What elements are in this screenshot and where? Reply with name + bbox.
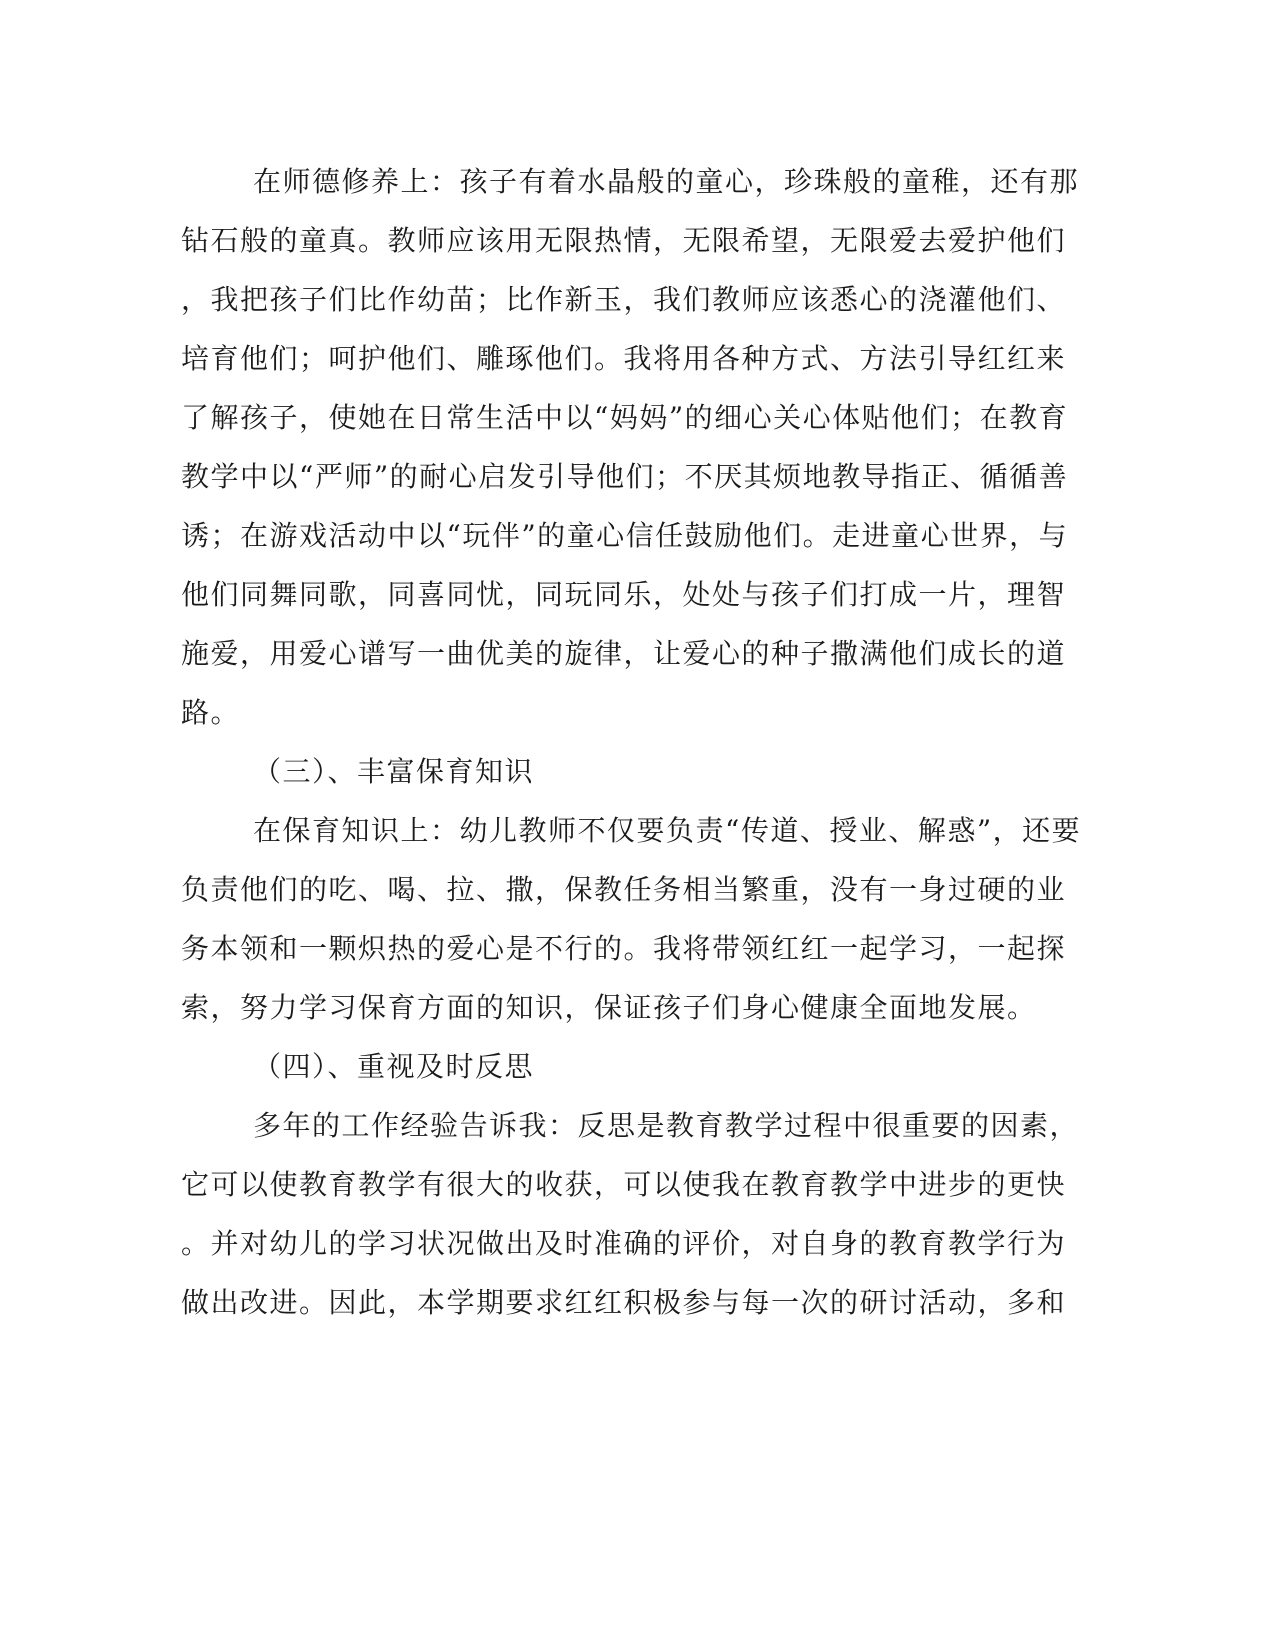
paragraph-teacher-ethics-line-4: 培育他们；呵护他们、雕琢他们。我将用各种方式、方法引导红红来 bbox=[181, 342, 1067, 375]
paragraph-childcare-line-2: 负责他们的吃、喝、拉、撒，保教任务相当繁重，没有一身过硬的业 bbox=[181, 873, 1067, 906]
paragraph-teacher-ethics-line-3: ，我把孩子们比作幼苗；比作新玉，我们教师应该悉心的浇灌他们、 bbox=[181, 283, 1067, 316]
paragraph-teacher-ethics-line-2: 钻石般的童真。教师应该用无限热情，无限希望，无限爱去爱护他们 bbox=[181, 224, 1067, 257]
paragraph-teacher-ethics-line-10: 路。 bbox=[181, 696, 241, 729]
document-body bbox=[181, 152, 1082, 1332]
paragraph-reflection-line-1: 多年的工作经验告诉我：反思是教育教学过程中很重要的因素， bbox=[253, 1109, 1080, 1142]
paragraph-teacher-ethics-line-1: 在师德修养上：孩子有着水晶般的童心，珍珠般的童稚，还有那 bbox=[253, 165, 1080, 198]
paragraph-teacher-ethics-line-6: 教学中以“严师”的耐心启发引导他们；不厌其烦地教导指正、循循善 bbox=[181, 460, 1069, 493]
paragraph-teacher-ethics-line-7: 诱；在游戏活动中以“玩伴”的童心信任鼓励他们。走进童心世界，与 bbox=[181, 519, 1069, 552]
paragraph-teacher-ethics-line-8: 他们同舞同歌，同喜同忧，同玩同乐，处处与孩子们打成一片，理智 bbox=[181, 578, 1067, 611]
paragraph-teacher-ethics-line-5: 了解孩子，使她在日常生活中以“妈妈”的细心关心体贴他们；在教育 bbox=[181, 401, 1069, 434]
section-heading-three: （三）、丰富保育知识 bbox=[253, 755, 535, 788]
paragraph-childcare-line-3: 务本领和一颗炽热的爱心是不行的。我将带领红红一起学习，一起探 bbox=[181, 932, 1067, 965]
paragraph-reflection-line-2: 它可以使教育教学有很大的收获，可以使我在教育教学中进步的更快 bbox=[181, 1168, 1067, 1201]
paragraph-reflection-line-3: 。并对幼儿的学习状况做出及时准确的评价，对自身的教育教学行为 bbox=[181, 1227, 1067, 1260]
paragraph-reflection-line-4: 做出改进。因此，本学期要求红红积极参与每一次的研讨活动，多和 bbox=[181, 1286, 1067, 1319]
paragraph-teacher-ethics-line-9: 施爱，用爱心谱写一曲优美的旋律，让爱心的种子撒满他们成长的道 bbox=[181, 637, 1067, 670]
paragraph-childcare-line-4: 索，努力学习保育方面的知识，保证孩子们身心健康全面地发展。 bbox=[181, 991, 1037, 1024]
paragraph-childcare-line-1: 在保育知识上：幼儿教师不仅要负责“传道、授业、解惑”，还要 bbox=[253, 814, 1082, 847]
section-heading-four: （四）、重视及时反思 bbox=[253, 1050, 535, 1083]
